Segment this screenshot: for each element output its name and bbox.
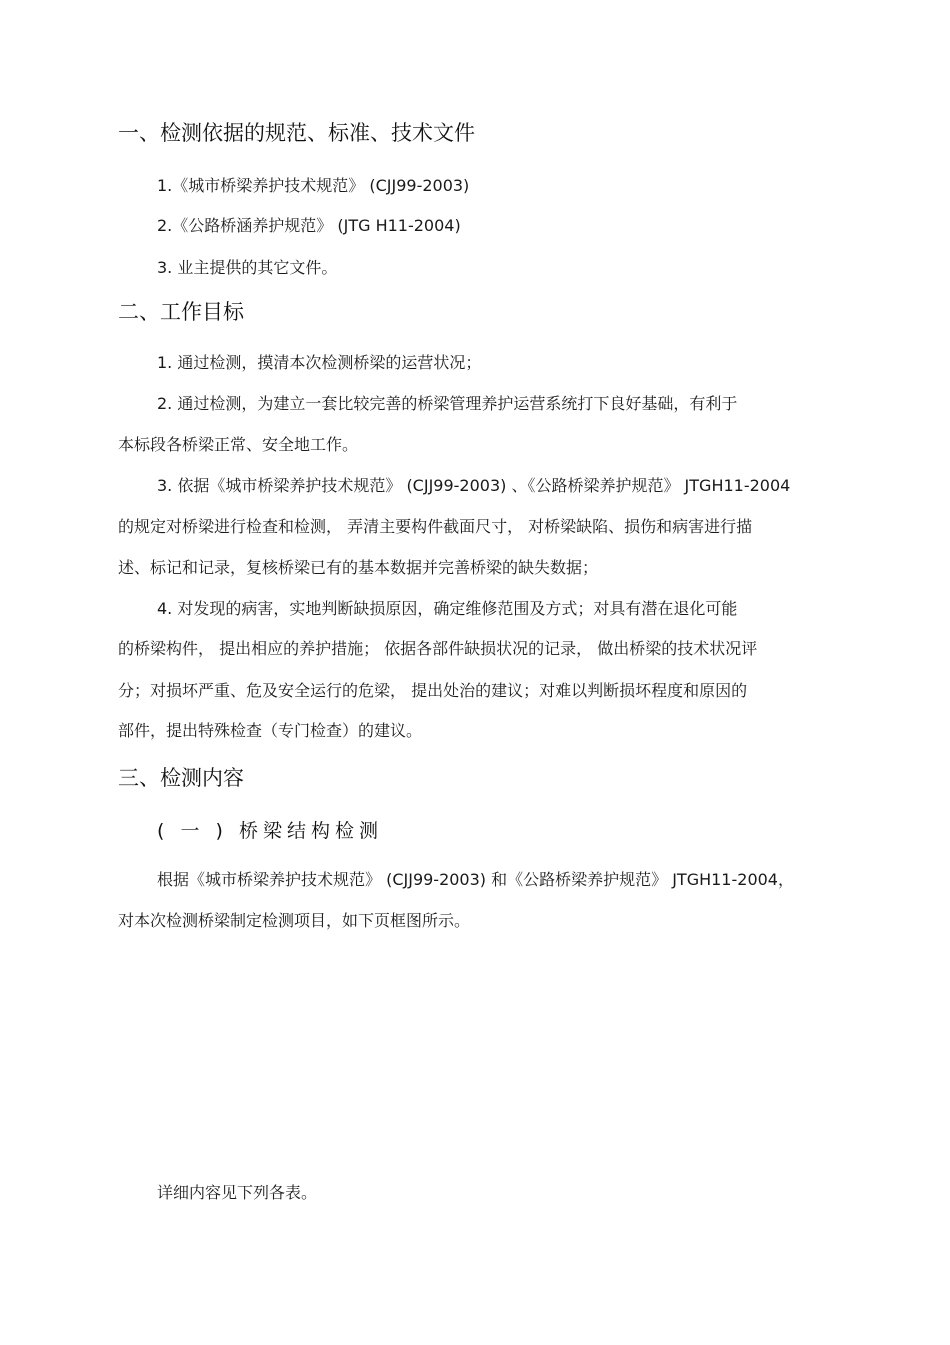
section2-line-5: 的规定对桥梁进行检查和检测， 弄清主要构件截面尺寸， 对桥梁缺陷、损伤和病害进行描	[118, 517, 753, 536]
section1-item-2: 2.《公路桥涵养护规范》 (JTG H11-2004)	[157, 216, 461, 235]
section2-line-7: 4. 对发现的病害，实地判断缺损原因，确定维修范围及方式；对具有潜在退化可能	[157, 599, 738, 618]
section2-heading: 二、工作目标	[118, 300, 244, 324]
section2-line-4: 3. 依据《城市桥梁养护技术规范》 (CJJ99-2003) 、《公路桥梁养护规范》 JTGH11-2004	[157, 476, 791, 495]
section1-heading: 一、检测依据的规范、标准、技术文件	[118, 121, 475, 145]
section2-line-9: 分；对损坏严重、危及安全运行的危梁， 提出处治的建议；对难以判断损坏程度和原因的	[118, 681, 748, 700]
section3-line-2: 对本次检测桥梁制定检测项目，如下页框图所示。	[118, 911, 471, 930]
section3-note: 详细内容见下列各表。	[157, 1183, 318, 1202]
section2-line-1: 1. 通过检测，摸清本次检测桥梁的运营状况；	[157, 353, 482, 372]
section2-line-10: 部件，提出特殊检查（专门检查）的建议。	[118, 721, 423, 740]
section3-line-1: 根据《城市桥梁养护技术规范》 (CJJ99-2003) 和《公路桥梁养护规范》 JTGH11-2004，	[157, 870, 794, 889]
section1-item-1: 1.《城市桥梁养护技术规范》 (CJJ99-2003)	[157, 176, 470, 195]
section2-line-8: 的桥梁构件， 提出相应的养护措施； 依据各部件缺损状况的记录， 做出桥梁的技术状况评	[118, 639, 758, 658]
section2-line-2: 2. 通过检测，为建立一套比较完善的桥梁管理养护运营系统打下良好基础，有利于	[157, 394, 738, 413]
section1-item-3: 3. 业主提供的其它文件。	[157, 258, 338, 277]
section3-heading: 三、检测内容	[118, 766, 244, 790]
section2-line-6: 述、标记和记录，复核桥梁已有的基本数据并完善桥梁的缺失数据；	[118, 558, 599, 577]
section3-subheading: ( 一 ) 桥梁结构检测	[157, 820, 383, 842]
section2-line-3: 本标段各桥梁正常、安全地工作。	[118, 435, 359, 454]
